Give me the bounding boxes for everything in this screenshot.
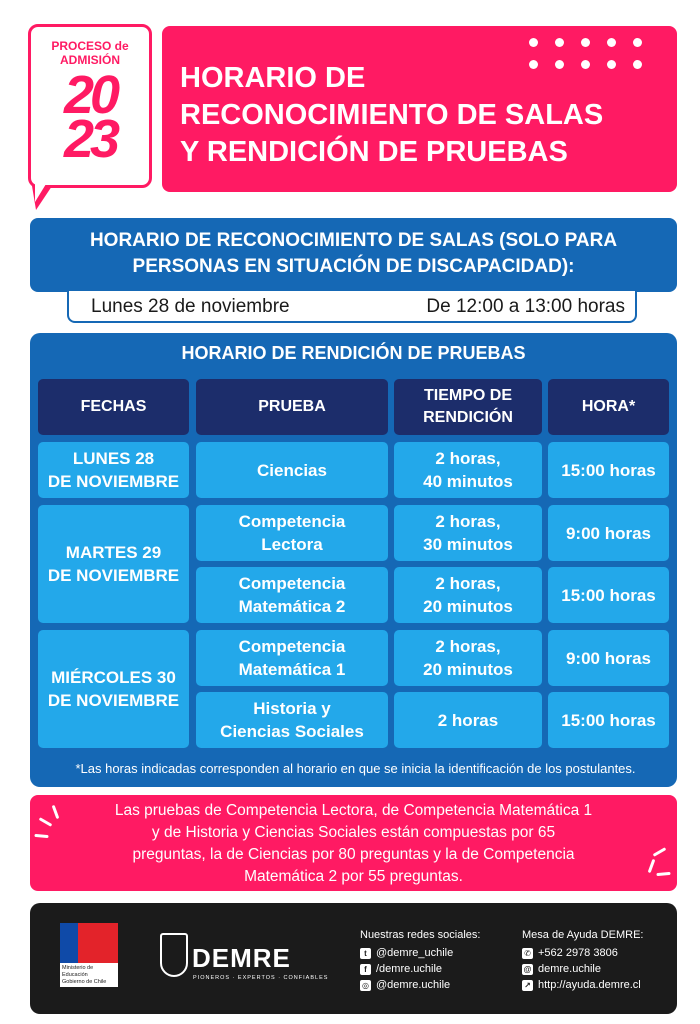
help-title: Mesa de Ayuda DEMRE: [522,929,644,941]
title-banner [162,26,677,192]
title-line-2: RECONOCIMIENTO DE SALAS [180,99,604,131]
prueba-cell [196,630,388,686]
help-text: +562 2978 3806 [538,947,618,959]
hora-cell [548,505,669,561]
prueba-line-1: Competencia [238,574,346,593]
tiempo-cell [394,630,542,686]
social-link-text: @demre.uchile [376,979,451,991]
prueba-line-1: Competencia [238,512,346,531]
badge-year-top: 20 [63,65,117,125]
tiempo-line-2: 20 minutos [423,660,513,679]
hora-cell [548,567,669,623]
prueba-line-1: Ciencias [257,460,327,480]
tiempo-line-1: 2 horas [437,710,499,730]
date-line-2: DE NOVIEMBRE [47,691,180,710]
reconocimiento-date: Lunes 28 de noviembre [91,296,290,317]
rendicion-table [30,333,677,787]
rendicion-title: HORARIO DE RENDICIÓN DE PRUEBAS [181,343,526,363]
spark-decoration [34,834,48,838]
hora-cell [548,442,669,498]
reconocimiento-heading-line-1: HORARIO DE RECONOCIMIENTO DE SALAS (SOLO PARA [89,230,618,251]
badge-tail-inner [35,184,46,202]
hora-cell [548,692,669,748]
date-cell [38,442,189,498]
info-line-1: Las pruebas de Competencia Lectora, de Competencia Matemática 1 [114,802,593,819]
help-text: http://ayuda.demre.cl [538,979,641,991]
help-desk [522,927,643,993]
tiempo-cell [394,505,542,561]
prueba-line-1: Competencia [238,637,346,656]
badge-year-bottom: 23 [63,109,117,169]
tiempo-line-2: 20 minutos [423,597,513,616]
info-line-3: preguntas, la de Ciencias por 80 preguntas y la de Competencia [132,846,575,863]
hora-value: 15:00 horas [561,710,656,730]
header-prueba-label: PRUEBA [258,398,326,415]
link-icon: ↗ [522,980,533,991]
gov-logo-text: Ministerio de Educación [62,965,94,978]
prueba-cell [196,692,388,748]
spark-decoration [39,817,53,827]
header-tiempo [394,379,542,435]
hora-value: 9:00 horas [565,648,652,668]
footer [30,903,677,1014]
social-link-facebook[interactable] [360,961,480,977]
gov-logo-blue [60,923,78,963]
date-cell [38,630,189,748]
reconocimiento-heading-line-2: PERSONAS EN SITUACIÓN DE DISCAPACIDAD): [132,256,575,277]
spark-decoration [52,805,60,819]
prueba-line-2: Lectora [261,535,323,554]
phone-icon: ✆ [522,948,533,959]
prueba-line-2: Matemática 2 [238,597,346,616]
social-link-twitter[interactable] [360,945,480,961]
demre-logo-tagline: PIONEROS · EXPERTOS · CONFIABLES [193,975,329,981]
help-phone[interactable] [522,945,643,961]
info-line-4: Matemática 2 por 55 preguntas. [244,868,463,885]
reconocimiento-time: De 12:00 a 13:00 horas [426,296,625,317]
prueba-cell [196,567,388,623]
tiempo-line-2: 40 minutos [423,472,513,491]
hora-value: 9:00 horas [565,523,652,543]
mineduc-logo [60,923,118,987]
gov-logo-red [78,923,118,963]
header-prueba [196,379,388,435]
help-link[interactable] [522,977,643,993]
info-line-2: y de Historia y Ciencias Sociales están compuestas por 65 [151,824,556,841]
hora-value: 15:00 horas [561,460,656,480]
header-hora-label: HORA* [581,398,636,415]
spark-decoration [653,847,667,857]
date-line-1: MARTES 29 [65,543,162,562]
help-text: demre.uchile [538,963,601,975]
social-link-text: /demre.uchile [376,963,443,975]
spark-decoration [648,859,656,873]
social-link-instagram[interactable] [360,977,480,993]
date-line-2: DE NOVIEMBRE [47,566,180,585]
spark-decoration [656,872,670,876]
prueba-cell [196,505,388,561]
demre-emblem-icon [160,933,188,977]
tiempo-cell [394,442,542,498]
social-links [360,927,480,993]
prueba-line-2: Matemática 1 [238,660,346,679]
reconocimiento-schedule [67,291,637,323]
tiempo-line-1: 2 horas, [435,574,501,593]
gov-logo-subtext: Gobierno de Chile [62,979,107,985]
page-title [180,60,660,171]
tiempo-line-1: 2 horas, [435,637,501,656]
tiempo-line-1: 2 horas, [435,512,501,531]
badge-label: PROCESO de ADMISIÓN [51,39,129,67]
social-link-text: @demre_uchile [376,947,454,959]
tiempo-cell [394,692,542,748]
hora-cell [548,630,669,686]
facebook-icon: f [360,964,371,975]
reconocimiento-heading [30,218,677,292]
badge-year [31,65,149,169]
prueba-line-1: Historia y [253,699,331,718]
hora-value: 15:00 horas [561,585,656,605]
header-hora [548,379,669,435]
date-line-1: MIÉRCOLES 30 [51,668,176,687]
twitter-icon: t [360,948,371,959]
social-title: Nuestras redes sociales: [360,929,481,941]
demre-logo-name: DEMRE [192,943,291,973]
header-tiempo-line-2: RENDICIÓN [423,409,513,426]
header-fechas-label: FECHAS [80,398,147,415]
tiempo-line-2: 30 minutos [423,535,513,554]
table-footnote: *Las horas indicadas corresponden al horario en que se inicia la identificación de los postulantes. [75,761,636,776]
instagram-icon: ◎ [360,980,371,991]
info-banner [30,795,677,891]
date-line-1: LUNES 28 [72,449,155,468]
admission-badge [28,24,152,188]
date-line-2: DE NOVIEMBRE [47,472,180,491]
help-email[interactable] [522,961,643,977]
prueba-line-2: Ciencias Sociales [220,722,364,741]
title-line-3: Y RENDICIÓN DE PRUEBAS [180,136,568,168]
tiempo-cell [394,567,542,623]
title-line-1: HORARIO DE [180,62,366,94]
date-cell [38,505,189,623]
tiempo-line-1: 2 horas, [435,449,501,468]
header-fechas [38,379,189,435]
email-icon: @ [523,964,532,974]
header-tiempo-line-1: TIEMPO DE [423,387,512,404]
prueba-cell [196,442,388,498]
